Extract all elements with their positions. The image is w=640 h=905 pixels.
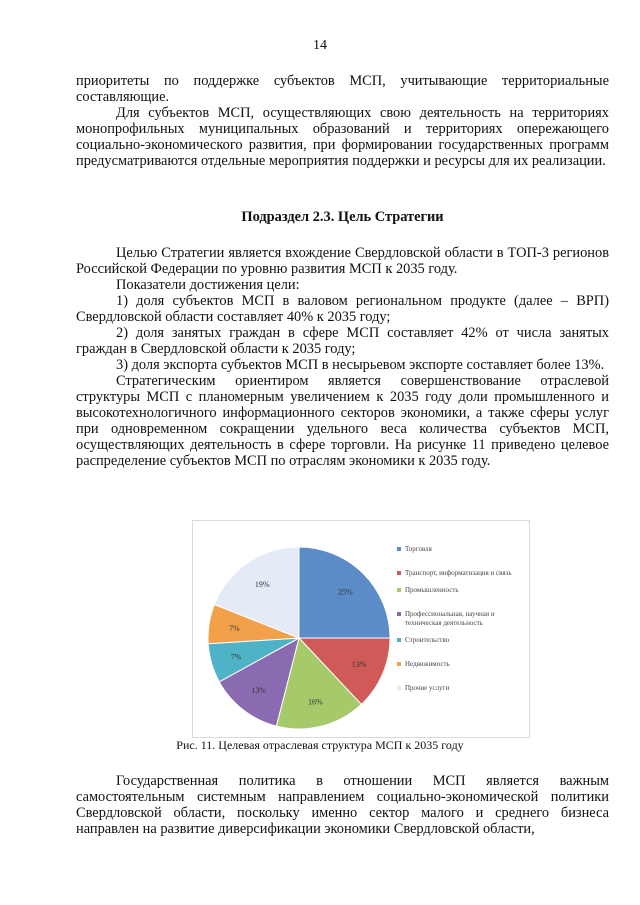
legend-label: Транспорт, информатизация и связь xyxy=(405,569,512,577)
legend-entry xyxy=(397,610,527,628)
paragraph: Показатели достижения цели: xyxy=(116,277,300,293)
section-heading: Подраздел 2.3. Цель Стратегии xyxy=(241,209,444,225)
chart-legend xyxy=(397,545,527,708)
legend-entry xyxy=(397,569,527,578)
pie-data-label: 19% xyxy=(254,579,270,589)
pie-data-label: 7% xyxy=(228,623,240,633)
paragraph: 2) доля занятых граждан в сфере МСП составляет 42% от числа занятых граждан в Свердловской области к 2035 году; xyxy=(76,325,609,357)
legend-swatch xyxy=(397,686,401,690)
legend-label: Строительство xyxy=(405,636,450,644)
text-block-bottom xyxy=(76,773,609,837)
paragraph: Целью Стратегии является вхождение Свердловской области в ТОП-3 регионов Российской Федерации по уровню развития МСП к 2035 году. xyxy=(76,245,609,277)
paragraph: Государственная политика в отношении МСП является важным самостоятельным системным направлением социально-экономической политики Свердловской области, поскольку именно сектор малого и среднего бизнеса направлен на развитие диверсификации экономики Свердловской области, xyxy=(76,773,609,837)
legend-label: Промышленность xyxy=(405,586,459,594)
legend-label: Профессиональная, научная и техническая деятельность xyxy=(405,610,495,627)
pie-chart xyxy=(193,521,393,737)
pie-data-label: 13% xyxy=(351,660,367,670)
legend-entry xyxy=(397,545,527,554)
text-block-top xyxy=(76,73,609,169)
pie-data-label: 16% xyxy=(307,697,323,707)
legend-label: Недвижимость xyxy=(405,660,450,668)
legend-swatch xyxy=(397,588,401,592)
legend-label: Торговля xyxy=(405,545,432,553)
pie-data-label: 25% xyxy=(337,587,353,597)
pie-data-label: 7% xyxy=(230,652,242,662)
paragraph: приоритеты по поддержке субъектов МСП, учитывающие территориальные составляющие. xyxy=(76,73,609,105)
legend-swatch xyxy=(397,662,401,666)
figure-caption: Рис. 11. Целевая отраслевая структура МСП к 2035 году xyxy=(176,738,464,752)
paragraph: Стратегическим ориентиром является совершенствование отраслевой структуры МСП с планомерным увеличением к 2035 году доли промышленного и высокотехнологичного информационного секторов экономики, а также сферы услуг при одновременном сокращении удельного веса количества субъектов МСП, осуществляющих деятельность в сфере торговли. На рисунке 11 приведено целевое распределение субъектов МСП по отраслям экономики к 2035 году. xyxy=(76,373,609,469)
legend-entry xyxy=(397,684,527,693)
page-number: 14 xyxy=(313,38,327,53)
legend-entry xyxy=(397,636,527,645)
paragraph: 3) доля экспорта субъектов МСП в несырьевом экспорте составляет более 13%. xyxy=(116,357,605,373)
legend-entry xyxy=(397,660,527,669)
pie-data-label: 13% xyxy=(251,685,267,695)
paragraph: Для субъектов МСП, осуществляющих свою деятельность на территориях монопрофильных муниципальных образований и территориях опережающего социально-экономического развития, при формировании государственных программ предусматриваются отдельные мероприятия поддержки и ресурсы для их реализации. xyxy=(76,105,609,169)
section-heading-block xyxy=(76,209,609,225)
legend-entry xyxy=(397,586,527,595)
legend-swatch xyxy=(397,638,401,642)
paragraph: 1) доля субъектов МСП в валовом региональном продукте (далее – ВРП) Свердловской области составляет 40% к 2035 году; xyxy=(76,293,609,325)
text-block-main xyxy=(76,245,609,469)
legend-label: Прочие услуги xyxy=(405,684,450,692)
legend-swatch xyxy=(397,571,401,575)
legend-swatch xyxy=(397,547,401,551)
pie-chart-figure xyxy=(192,520,530,738)
legend-swatch xyxy=(397,612,401,616)
